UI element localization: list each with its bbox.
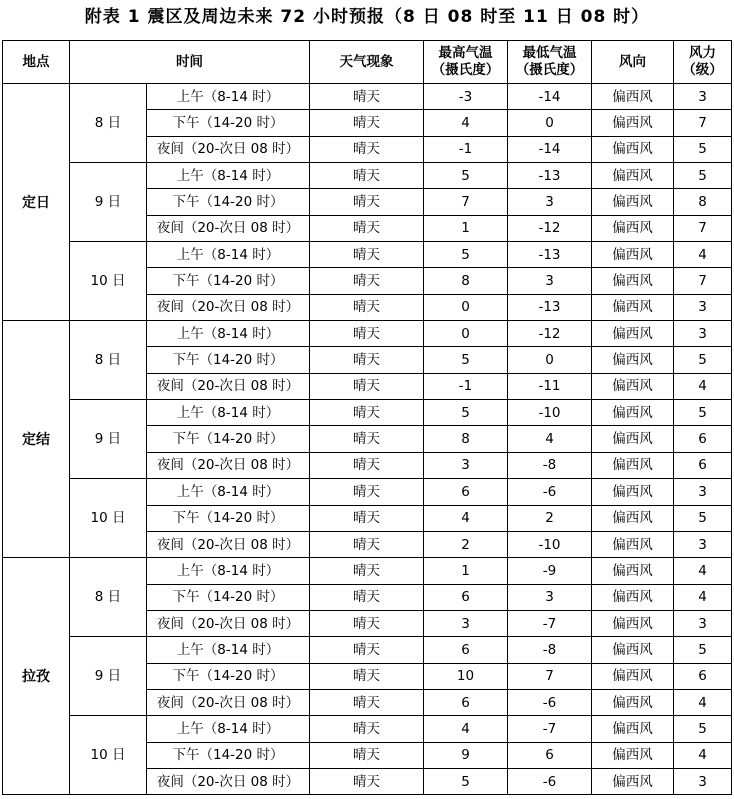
min-temp-cell: -8 [508, 637, 592, 663]
max-temp-cell: 8 [424, 426, 508, 452]
max-temp-cell: 6 [424, 637, 508, 663]
day-cell: 10 日 [70, 479, 147, 558]
wind-force-cell: 4 [674, 558, 732, 584]
header-time: 时间 [70, 41, 310, 84]
weather-cell: 晴天 [310, 215, 424, 241]
table-row [3, 558, 732, 584]
wind-force-cell: 5 [674, 163, 732, 189]
max-temp-cell: 5 [424, 242, 508, 268]
min-temp-cell: -13 [508, 294, 592, 320]
wind-force-cell: 3 [674, 294, 732, 320]
period-cell: 上午（8-14 时） [147, 84, 310, 110]
period-cell: 上午（8-14 时） [147, 716, 310, 742]
period-cell: 夜间（20-次日 08 时） [147, 452, 310, 478]
period-cell: 下午（14-20 时） [147, 584, 310, 610]
wind-direction-cell: 偏西风 [592, 663, 674, 689]
wind-direction-cell: 偏西风 [592, 347, 674, 373]
header-max-temp-line2: （摄氏度） [431, 62, 500, 78]
weather-cell: 晴天 [310, 689, 424, 715]
header-min-temp [508, 41, 592, 84]
header-wind-force [674, 41, 732, 84]
min-temp-cell: -14 [508, 84, 592, 110]
forecast-table [2, 40, 732, 795]
weather-cell: 晴天 [310, 84, 424, 110]
period-cell: 夜间（20-次日 08 时） [147, 610, 310, 636]
station-name-cell: 定结 [3, 321, 70, 558]
header-min-temp-line1: 最低气温 [522, 45, 577, 61]
wind-direction-cell: 偏西风 [592, 189, 674, 215]
weather-cell: 晴天 [310, 242, 424, 268]
max-temp-cell: 5 [424, 400, 508, 426]
period-cell: 上午（8-14 时） [147, 163, 310, 189]
wind-direction-cell: 偏西风 [592, 84, 674, 110]
table-body [3, 84, 732, 795]
min-temp-cell: -6 [508, 689, 592, 715]
max-temp-cell: 5 [424, 163, 508, 189]
period-cell: 下午（14-20 时） [147, 347, 310, 373]
table-row [3, 84, 732, 110]
weather-cell: 晴天 [310, 584, 424, 610]
wind-direction-cell: 偏西风 [592, 400, 674, 426]
min-temp-cell: 0 [508, 347, 592, 373]
wind-force-cell: 4 [674, 689, 732, 715]
period-cell: 下午（14-20 时） [147, 268, 310, 294]
min-temp-cell: -12 [508, 215, 592, 241]
header-wind-force-line2: （级） [682, 62, 723, 78]
weather-cell: 晴天 [310, 452, 424, 478]
table-row [3, 242, 732, 268]
wind-force-cell: 7 [674, 110, 732, 136]
weather-cell: 晴天 [310, 531, 424, 557]
wind-direction-cell: 偏西风 [592, 558, 674, 584]
wind-direction-cell: 偏西风 [592, 215, 674, 241]
header-min-temp-line2: （摄氏度） [515, 62, 584, 78]
weather-cell: 晴天 [310, 716, 424, 742]
wind-force-cell: 6 [674, 452, 732, 478]
wind-force-cell: 4 [674, 242, 732, 268]
min-temp-cell: -11 [508, 373, 592, 399]
min-temp-cell: -14 [508, 136, 592, 162]
min-temp-cell: -9 [508, 558, 592, 584]
max-temp-cell: -3 [424, 84, 508, 110]
max-temp-cell: 4 [424, 716, 508, 742]
wind-force-cell: 3 [674, 321, 732, 347]
wind-force-cell: 5 [674, 136, 732, 162]
table-row [3, 163, 732, 189]
wind-force-cell: 5 [674, 716, 732, 742]
weather-cell: 晴天 [310, 110, 424, 136]
table-title: 附表 1 震区及周边未来 72 小时预报（8 日 08 时至 11 日 08 时） [84, 7, 650, 27]
header-wind-direction: 风向 [592, 41, 674, 84]
weather-cell: 晴天 [310, 294, 424, 320]
min-temp-cell: -7 [508, 716, 592, 742]
wind-force-cell: 5 [674, 400, 732, 426]
min-temp-cell: 3 [508, 189, 592, 215]
wind-direction-cell: 偏西风 [592, 479, 674, 505]
period-cell: 上午（8-14 时） [147, 242, 310, 268]
wind-direction-cell: 偏西风 [592, 242, 674, 268]
min-temp-cell: -13 [508, 242, 592, 268]
period-cell: 上午（8-14 时） [147, 321, 310, 347]
table-row [3, 637, 732, 663]
weather-cell: 晴天 [310, 663, 424, 689]
min-temp-cell: -6 [508, 479, 592, 505]
wind-direction-cell: 偏西风 [592, 294, 674, 320]
day-cell: 10 日 [70, 242, 147, 321]
max-temp-cell: -1 [424, 373, 508, 399]
max-temp-cell: 0 [424, 321, 508, 347]
max-temp-cell: 5 [424, 347, 508, 373]
table-row [3, 400, 732, 426]
min-temp-cell: -8 [508, 452, 592, 478]
min-temp-cell: -7 [508, 610, 592, 636]
day-cell: 9 日 [70, 637, 147, 716]
wind-force-cell: 3 [674, 610, 732, 636]
max-temp-cell: 6 [424, 479, 508, 505]
min-temp-cell: -6 [508, 768, 592, 794]
period-cell: 下午（14-20 时） [147, 742, 310, 768]
max-temp-cell: 3 [424, 610, 508, 636]
weather-cell: 晴天 [310, 558, 424, 584]
period-cell: 夜间（20-次日 08 时） [147, 531, 310, 557]
weather-cell: 晴天 [310, 742, 424, 768]
period-cell: 夜间（20-次日 08 时） [147, 689, 310, 715]
max-temp-cell: 3 [424, 452, 508, 478]
min-temp-cell: 7 [508, 663, 592, 689]
day-cell: 9 日 [70, 163, 147, 242]
max-temp-cell: 6 [424, 584, 508, 610]
wind-direction-cell: 偏西风 [592, 268, 674, 294]
wind-direction-cell: 偏西风 [592, 373, 674, 399]
wind-force-cell: 4 [674, 373, 732, 399]
min-temp-cell: -10 [508, 531, 592, 557]
max-temp-cell: 5 [424, 768, 508, 794]
min-temp-cell: 6 [508, 742, 592, 768]
min-temp-cell: 3 [508, 268, 592, 294]
wind-direction-cell: 偏西风 [592, 426, 674, 452]
wind-direction-cell: 偏西风 [592, 637, 674, 663]
wind-direction-cell: 偏西风 [592, 584, 674, 610]
weather-cell: 晴天 [310, 637, 424, 663]
header-max-temp-line1: 最高气温 [438, 45, 493, 61]
wind-direction-cell: 偏西风 [592, 110, 674, 136]
min-temp-cell: -13 [508, 163, 592, 189]
wind-force-cell: 3 [674, 479, 732, 505]
day-cell: 8 日 [70, 558, 147, 637]
wind-force-cell: 7 [674, 215, 732, 241]
station-name-cell: 定日 [3, 84, 70, 321]
wind-force-cell: 5 [674, 505, 732, 531]
max-temp-cell: 1 [424, 558, 508, 584]
weather-cell: 晴天 [310, 426, 424, 452]
period-cell: 上午（8-14 时） [147, 637, 310, 663]
day-cell: 8 日 [70, 84, 147, 163]
weather-cell: 晴天 [310, 373, 424, 399]
period-cell: 下午（14-20 时） [147, 505, 310, 531]
weather-cell: 晴天 [310, 321, 424, 347]
weather-cell: 晴天 [310, 268, 424, 294]
period-cell: 下午（14-20 时） [147, 110, 310, 136]
wind-direction-cell: 偏西风 [592, 505, 674, 531]
min-temp-cell: 3 [508, 584, 592, 610]
period-cell: 上午（8-14 时） [147, 479, 310, 505]
weather-cell: 晴天 [310, 479, 424, 505]
wind-direction-cell: 偏西风 [592, 689, 674, 715]
max-temp-cell: 2 [424, 531, 508, 557]
period-cell: 夜间（20-次日 08 时） [147, 294, 310, 320]
day-cell: 10 日 [70, 716, 147, 795]
wind-direction-cell: 偏西风 [592, 452, 674, 478]
header-weather: 天气现象 [310, 41, 424, 84]
wind-force-cell: 8 [674, 189, 732, 215]
period-cell: 上午（8-14 时） [147, 400, 310, 426]
max-temp-cell: -1 [424, 136, 508, 162]
weather-cell: 晴天 [310, 347, 424, 373]
period-cell: 夜间（20-次日 08 时） [147, 136, 310, 162]
day-cell: 9 日 [70, 400, 147, 479]
wind-direction-cell: 偏西风 [592, 531, 674, 557]
min-temp-cell: 0 [508, 110, 592, 136]
period-cell: 夜间（20-次日 08 时） [147, 768, 310, 794]
wind-force-cell: 5 [674, 637, 732, 663]
max-temp-cell: 7 [424, 189, 508, 215]
table-row [3, 479, 732, 505]
max-temp-cell: 6 [424, 689, 508, 715]
wind-direction-cell: 偏西风 [592, 321, 674, 347]
min-temp-cell: -10 [508, 400, 592, 426]
header-wind-force-line1: 风力 [689, 45, 716, 61]
max-temp-cell: 4 [424, 110, 508, 136]
wind-force-cell: 6 [674, 426, 732, 452]
weather-cell: 晴天 [310, 768, 424, 794]
period-cell: 上午（8-14 时） [147, 558, 310, 584]
wind-direction-cell: 偏西风 [592, 742, 674, 768]
wind-direction-cell: 偏西风 [592, 716, 674, 742]
period-cell: 夜间（20-次日 08 时） [147, 215, 310, 241]
wind-direction-cell: 偏西风 [592, 136, 674, 162]
weather-cell: 晴天 [310, 610, 424, 636]
period-cell: 夜间（20-次日 08 时） [147, 373, 310, 399]
period-cell: 下午（14-20 时） [147, 426, 310, 452]
table-row [3, 321, 732, 347]
period-cell: 下午（14-20 时） [147, 189, 310, 215]
weather-cell: 晴天 [310, 189, 424, 215]
weather-cell: 晴天 [310, 163, 424, 189]
weather-cell: 晴天 [310, 400, 424, 426]
min-temp-cell: 4 [508, 426, 592, 452]
max-temp-cell: 0 [424, 294, 508, 320]
period-cell: 下午（14-20 时） [147, 663, 310, 689]
wind-force-cell: 6 [674, 663, 732, 689]
wind-force-cell: 3 [674, 84, 732, 110]
wind-force-cell: 3 [674, 531, 732, 557]
wind-direction-cell: 偏西风 [592, 768, 674, 794]
station-name-cell: 拉孜 [3, 558, 70, 795]
wind-direction-cell: 偏西风 [592, 610, 674, 636]
wind-force-cell: 7 [674, 268, 732, 294]
max-temp-cell: 4 [424, 505, 508, 531]
weather-cell: 晴天 [310, 505, 424, 531]
table-row [3, 716, 732, 742]
day-cell: 8 日 [70, 321, 147, 400]
max-temp-cell: 8 [424, 268, 508, 294]
header-location: 地点 [3, 41, 70, 84]
max-temp-cell: 10 [424, 663, 508, 689]
weather-cell: 晴天 [310, 136, 424, 162]
wind-force-cell: 4 [674, 584, 732, 610]
header-row [3, 41, 732, 84]
header-max-temp [424, 41, 508, 84]
max-temp-cell: 9 [424, 742, 508, 768]
max-temp-cell: 1 [424, 215, 508, 241]
wind-force-cell: 5 [674, 347, 732, 373]
wind-direction-cell: 偏西风 [592, 163, 674, 189]
wind-force-cell: 3 [674, 768, 732, 794]
wind-force-cell: 4 [674, 742, 732, 768]
min-temp-cell: 2 [508, 505, 592, 531]
min-temp-cell: -12 [508, 321, 592, 347]
